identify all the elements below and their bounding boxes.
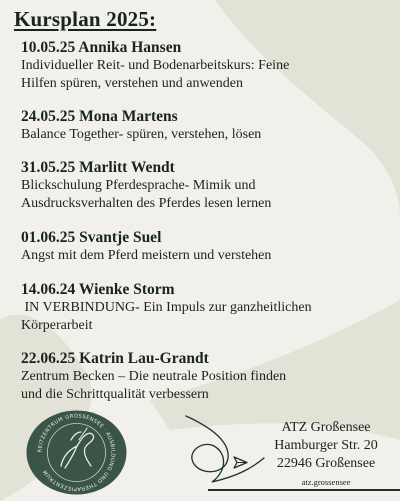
course-title: 14.06.24 Wienke Storm [21, 281, 175, 298]
send-icon [232, 454, 249, 471]
course-description [21, 177, 393, 213]
course-title: 31.05.25 Marlitt Wendt [21, 159, 175, 176]
course-entry [21, 228, 393, 265]
bottom-divider [208, 489, 400, 491]
course-entry [21, 107, 393, 144]
course-description-line: Zentrum Becken – Die neutrale Position finden [21, 369, 287, 384]
course-title: 10.05.25 Annika Hansen [21, 39, 182, 56]
page-title: Kursplan 2025: [14, 7, 157, 31]
address-name: ATZ Großensee [281, 420, 371, 435]
course-entry [21, 280, 393, 335]
course-title: 24.05.25 Mona Martens [21, 108, 178, 125]
instagram-handle[interactable]: atz.grossensee [301, 477, 351, 487]
address-street: Hamburger Str. 20 [274, 438, 378, 453]
course-description-line: Körperarbeit [21, 318, 93, 333]
swirl-decoration-icon [128, 410, 268, 490]
course-description-line: Blickschulung Pferdesprache- Mimik und [21, 178, 256, 193]
course-description-line: Individueller Reit- und Bodenarbeitskurs: Feine [21, 58, 290, 73]
course-entry [21, 38, 393, 93]
course-description [21, 126, 393, 144]
course-title: 22.06.25 Katrin Lau-Grandt [21, 350, 209, 367]
course-description-line: Balance Together- spüren, verstehen, lösen [21, 127, 262, 142]
course-entry [21, 349, 393, 404]
course-description-line: Ausdrucksverhalten des Pferdes lesen lernen [21, 196, 272, 211]
course-description-line: und die Schrittqualität verbessern [21, 387, 209, 402]
address-city: 22946 Großensee [276, 456, 376, 471]
course-description-line: Hilfen spüren, verstehen und anwenden [21, 76, 243, 91]
contact-address [255, 419, 397, 488]
course-description [21, 247, 393, 265]
course-title: 01.06.25 Svantje Suel [21, 229, 162, 246]
horse-rider-logo-icon [25, 410, 128, 495]
course-description [21, 368, 393, 404]
course-description [21, 299, 393, 335]
course-entry [21, 158, 393, 213]
course-description-line: IN VERBINDUNG- Ein Impuls zur ganzheitlichen [21, 300, 312, 315]
logo-ring-text: REITZENTRUM GROSSENSEE · AUSBILDUNG UND THERAPIEZENTRUM [37, 413, 116, 492]
course-description-line: Angst mit dem Pferd meistern und verstehen [21, 248, 272, 263]
course-description [21, 57, 393, 93]
